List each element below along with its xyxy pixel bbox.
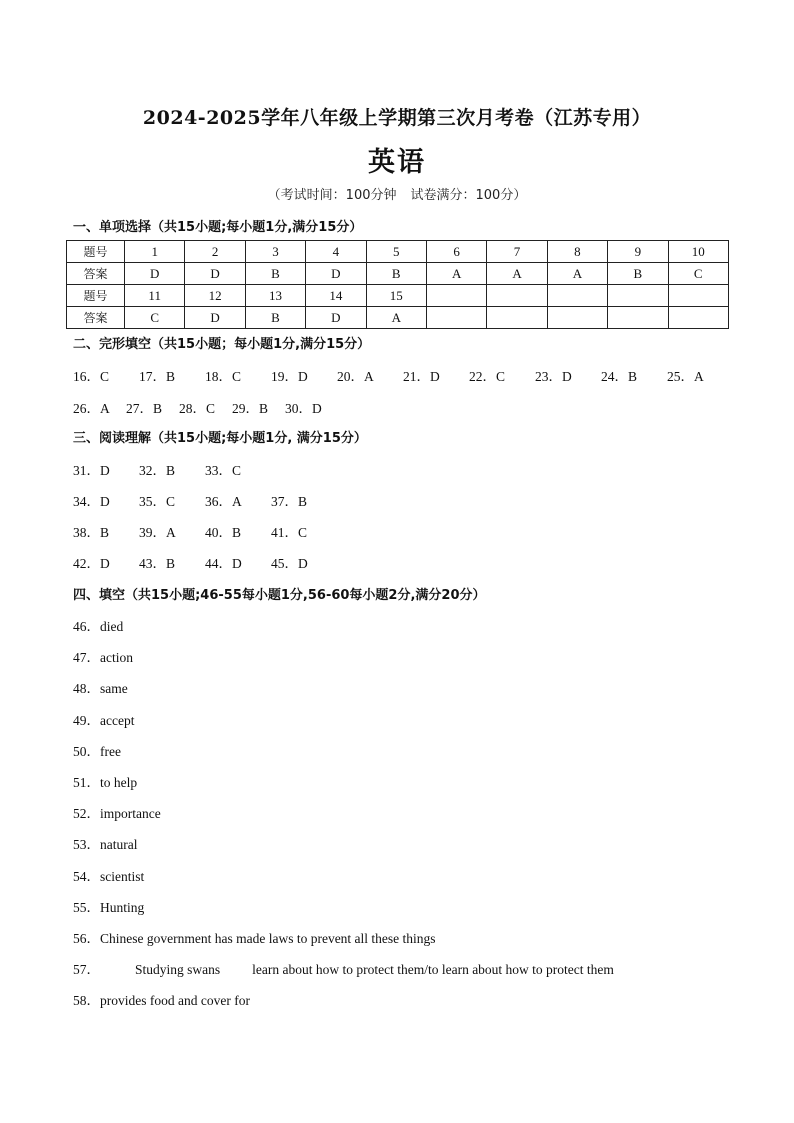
answer-item: 43．B [139, 556, 176, 571]
item-answer: scientist [100, 869, 145, 884]
item-number: 50． [73, 744, 100, 759]
item-answer: provides food and cover for [100, 993, 250, 1008]
answer-cell: D [306, 307, 366, 329]
fill-item [73, 771, 137, 791]
row-label: 答案 [67, 263, 125, 285]
answer-item: 29．B [232, 401, 269, 416]
item-answer: Chinese government has made laws to prevent all these things [100, 931, 436, 946]
answer-cell: A [487, 263, 547, 285]
item-answer: importance [100, 806, 161, 821]
fill-item [73, 833, 137, 853]
empty-cell [608, 285, 668, 307]
answer-item: 45．D [271, 556, 308, 571]
item-answer: Hunting [100, 900, 145, 915]
answer-item: 23．D [535, 369, 572, 384]
answer-item: 38．B [73, 525, 110, 540]
table-row [67, 307, 729, 329]
item-number: 57． [73, 962, 100, 977]
answer-item: 32．B [139, 463, 176, 478]
reading-answers-line [73, 552, 308, 572]
answer-item: 41．C [271, 525, 308, 540]
answer-item: 36．A [205, 494, 242, 509]
fill-item [73, 709, 134, 729]
answer-item: 22．C [469, 369, 506, 384]
answer-item: 18．C [205, 369, 242, 384]
answer-item: 40．B [205, 525, 242, 540]
item-number: 52． [73, 806, 100, 821]
fill-item [73, 677, 128, 697]
fill-item [73, 865, 144, 885]
answer-item: 27．B [126, 401, 163, 416]
answer-item: 33．C [205, 463, 242, 478]
fill-item [73, 802, 161, 822]
item-number: 49． [73, 713, 100, 728]
question-number: 13 [245, 285, 305, 307]
answer-item: 19．D [271, 369, 308, 384]
empty-cell [426, 307, 486, 329]
item-answer: died [100, 619, 124, 634]
item-answer: natural [100, 837, 138, 852]
section-heading-single-choice: 一、单项选择（共15小题;每小题1分,满分15分） [73, 220, 363, 235]
exam-score: 试卷满分：100分） [410, 188, 527, 203]
exam-time: （考试时间：100分钟 [267, 188, 397, 203]
answer-item: 17．B [139, 369, 176, 384]
fill-item [73, 989, 250, 1009]
question-number: 7 [487, 241, 547, 263]
table-row [67, 285, 729, 307]
fill-item [73, 740, 121, 760]
item-answer: same [100, 681, 128, 696]
empty-cell [668, 307, 728, 329]
answer-cell: D [125, 263, 185, 285]
answer-item: 25．A [667, 369, 704, 384]
item-answer-part-1: Studying swans [135, 962, 221, 977]
empty-cell [547, 285, 607, 307]
question-number: 9 [608, 241, 668, 263]
reading-answers-line [73, 459, 241, 479]
page-title: 2024-2025学年八年级上学期第三次月考卷（江苏专用） [142, 107, 652, 129]
answer-item: 34．D [73, 494, 110, 509]
answer-table [66, 240, 729, 329]
question-number: 10 [668, 241, 728, 263]
question-number: 5 [366, 241, 426, 263]
question-number: 11 [125, 285, 185, 307]
question-number: 15 [366, 285, 426, 307]
empty-cell [668, 285, 728, 307]
question-number: 14 [306, 285, 366, 307]
fill-item [73, 615, 123, 635]
answer-cell: A [366, 307, 426, 329]
answer-cell: D [306, 263, 366, 285]
answer-cell: A [426, 263, 486, 285]
section-heading-cloze: 二、完形填空（共15小题；每小题1分,满分15分） [73, 337, 371, 352]
answer-item: 31．D [73, 463, 110, 478]
item-number: 54． [73, 869, 100, 884]
item-number: 58． [73, 993, 100, 1008]
item-answer: to help [100, 775, 138, 790]
row-label: 题号 [67, 285, 125, 307]
empty-cell [426, 285, 486, 307]
answer-cell: C [125, 307, 185, 329]
fill-item [73, 958, 614, 978]
answer-item: 21．D [403, 369, 440, 384]
item-number: 48． [73, 681, 100, 696]
answer-item: 16．C [73, 369, 110, 384]
cloze-answers-line-2 [73, 397, 322, 417]
reading-answers-line [73, 490, 307, 510]
cloze-answers-line-1 [73, 365, 704, 385]
item-answer: free [100, 744, 121, 759]
item-number: 53． [73, 837, 100, 852]
answer-cell: A [547, 263, 607, 285]
question-number: 1 [125, 241, 185, 263]
answer-cell: B [366, 263, 426, 285]
question-number: 12 [185, 285, 245, 307]
question-number: 4 [306, 241, 366, 263]
fill-item [73, 896, 144, 916]
answer-item: 24．B [601, 369, 638, 384]
answer-cell: B [608, 263, 668, 285]
exam-info [0, 184, 794, 203]
section-heading-fill-blank: 四、填空（共15小题;46-55每小题1分,56-60每小题2分,满分20分） [73, 588, 486, 603]
answer-item: 28．C [179, 401, 216, 416]
item-number: 51． [73, 775, 100, 790]
answer-item: 44．D [205, 556, 242, 571]
answer-cell: D [185, 263, 245, 285]
item-number: 55． [73, 900, 100, 915]
answer-cell: D [185, 307, 245, 329]
empty-cell [608, 307, 668, 329]
table-row [67, 241, 729, 263]
answer-cell: C [668, 263, 728, 285]
row-label: 答案 [67, 307, 125, 329]
answer-item: 35．C [139, 494, 176, 509]
empty-cell [547, 307, 607, 329]
answer-cell: B [245, 307, 305, 329]
item-answer: action [100, 650, 133, 665]
answer-cell: B [245, 263, 305, 285]
fill-item [73, 646, 133, 666]
empty-cell [487, 285, 547, 307]
question-number: 2 [185, 241, 245, 263]
answer-item: 39．A [139, 525, 176, 540]
fill-item [73, 927, 436, 947]
item-number: 47． [73, 650, 100, 665]
row-label: 题号 [67, 241, 125, 263]
question-number: 8 [547, 241, 607, 263]
question-number: 3 [245, 241, 305, 263]
item-number: 46． [73, 619, 100, 634]
section-heading-reading: 三、阅读理解（共15小题;每小题1分, 满分15分） [73, 431, 367, 446]
answer-item: 20．A [337, 369, 374, 384]
table-row [67, 263, 729, 285]
answer-item: 30．D [285, 401, 322, 416]
answer-item: 37．B [271, 494, 308, 509]
subject-title: 英语 [368, 147, 426, 178]
answer-item: 26．A [73, 401, 110, 416]
item-answer: accept [100, 713, 135, 728]
empty-cell [487, 307, 547, 329]
reading-answers-line [73, 521, 307, 541]
answer-item: 42．D [73, 556, 110, 571]
item-number: 56． [73, 931, 100, 946]
question-number: 6 [426, 241, 486, 263]
item-answer-part-2: learn about how to protect them/to learn about how to protect them [252, 962, 614, 977]
